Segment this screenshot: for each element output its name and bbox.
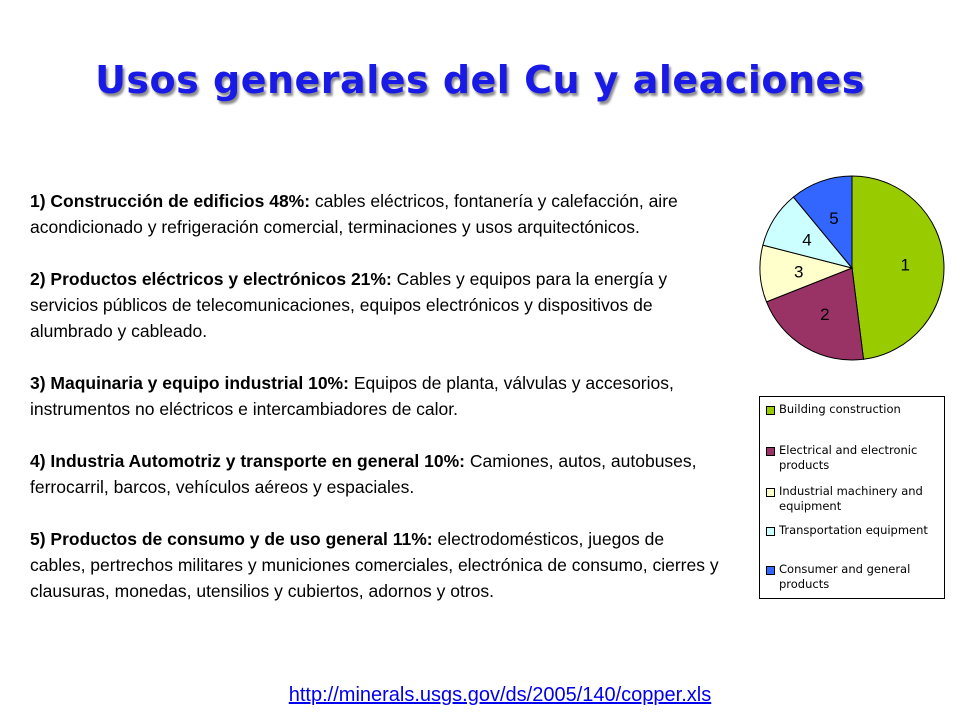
- usage-text: Camiones, autos, autobuses, ferrocarril, barcos, vehículos aéreos y espaciales.: [30, 451, 697, 497]
- legend-label: Consumer and general products: [779, 562, 911, 591]
- legend-label: Electrical and electronic products: [779, 443, 918, 472]
- legend-label: Building construction: [779, 402, 901, 416]
- legend-item: [766, 523, 944, 538]
- usage-heading: 4) Industria Automotriz y transporte en general 10%:: [30, 451, 465, 471]
- usage-text: Equipos de planta, válvulas y accesorios, instrumentos no eléctricos e intercambiadores de calor.: [30, 373, 674, 419]
- pie-chart: [750, 170, 960, 370]
- pie-slice-label: 4: [802, 230, 812, 250]
- legend-swatch: [766, 406, 775, 415]
- legend-label: Industrial machinery and equipment: [779, 484, 923, 513]
- usage-paragraph: [30, 188, 720, 240]
- pie-slice-label: 3: [794, 262, 804, 282]
- legend-item: [766, 402, 944, 417]
- legend-item: [766, 562, 944, 592]
- usage-paragraph: [30, 370, 720, 422]
- chart-legend: [759, 396, 945, 599]
- usage-text: electrodomésticos, juegos de cables, pertrechos militares y municiones comerciales, electrónica de consumo, cierres y clausuras, monedas, utensilios y cubiertos, adornos y otros.: [30, 529, 719, 601]
- pie-slice: [852, 176, 944, 359]
- legend-swatch: [766, 447, 775, 456]
- legend-label: Transportation equipment: [779, 523, 928, 537]
- usage-heading: 2) Productos eléctricos y electrónicos 21%:: [30, 269, 392, 289]
- pie-slice-label: 2: [820, 304, 830, 324]
- source-link[interactable]: http://minerals.usgs.gov/ds/2005/140/copper.xls: [288, 684, 712, 706]
- pie-slice-label: 1: [900, 255, 910, 275]
- usage-heading: 5) Productos de consumo y de uso general 11%:: [30, 529, 433, 549]
- legend-swatch: [766, 488, 775, 497]
- usage-text: Cables y equipos para la energía y servicios públicos de telecomunicaciones, equipos electrónicos y dispositivos de alumbrado y cableado.: [30, 269, 668, 341]
- slide-title: Usos generales del Cu y aleaciones: [95, 58, 865, 102]
- usage-description: [30, 188, 720, 604]
- legend-swatch: [766, 527, 775, 536]
- usage-text: cables eléctricos, fontanería y calefacción, aire acondicionado y refrigeración comercial, terminaciones y usos arquitectónicos.: [30, 191, 678, 237]
- usage-paragraph: [30, 266, 720, 344]
- pie-slice-label: 5: [829, 208, 839, 228]
- legend-item: [766, 484, 944, 514]
- usage-paragraph: [30, 448, 720, 500]
- usage-paragraph: [30, 526, 720, 604]
- usage-heading: 3) Maquinaria y equipo industrial 10%:: [30, 373, 349, 393]
- usage-heading: 1) Construcción de edificios 48%:: [30, 191, 311, 211]
- legend-swatch: [766, 566, 775, 575]
- legend-item: [766, 443, 944, 473]
